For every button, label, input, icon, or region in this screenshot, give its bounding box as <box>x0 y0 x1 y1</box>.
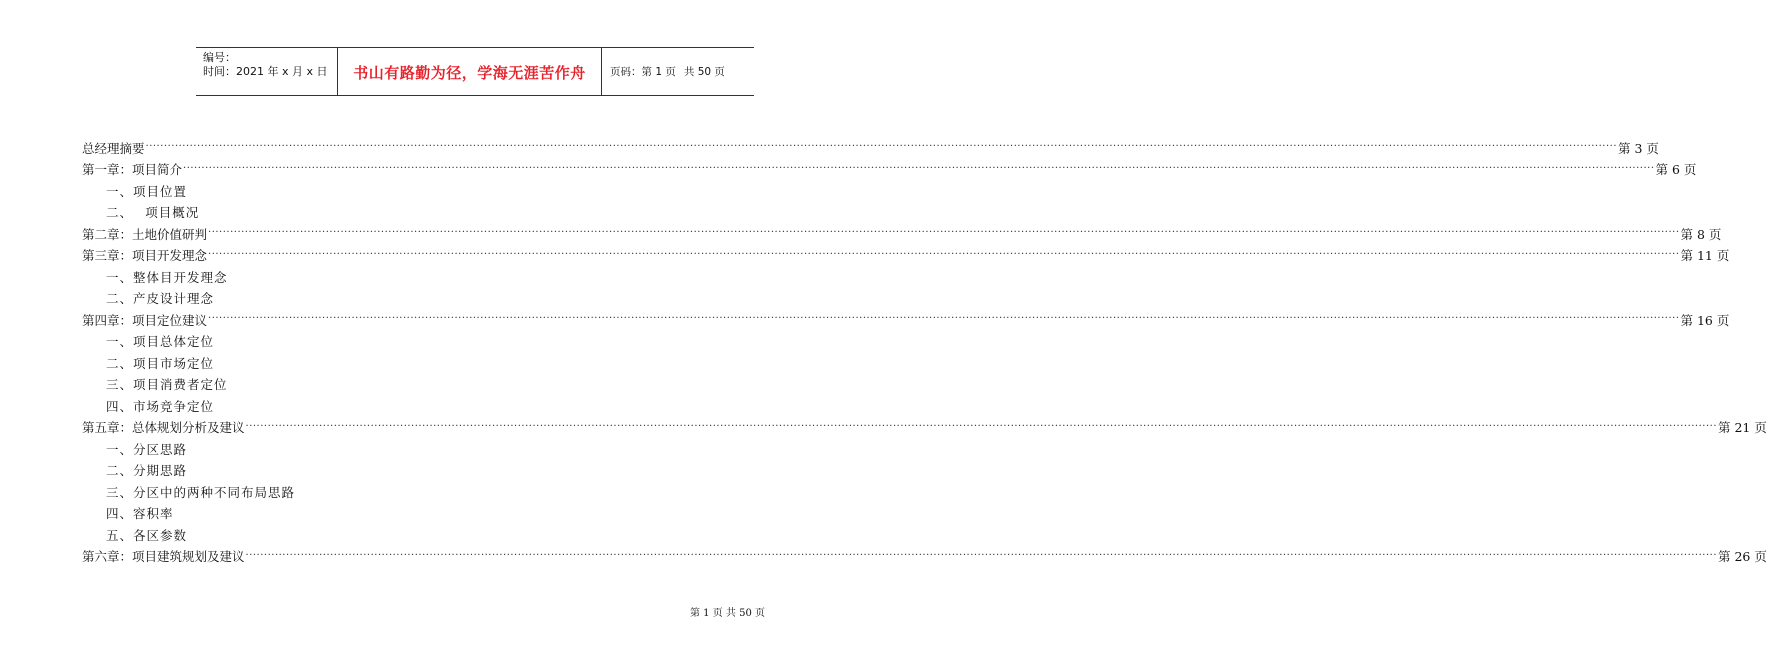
toc-section-entry[interactable] <box>82 481 845 503</box>
toc-section-entry[interactable] <box>82 438 845 460</box>
toc-entry-title: 二、分期思路 <box>106 463 188 479</box>
toc-chapter-entry[interactable] <box>82 546 1767 568</box>
toc-entry-title: 第五章：总体规划分析及建议 <box>82 420 245 436</box>
table-of-contents <box>82 137 1767 567</box>
toc-entry-title: 第二章：土地价值研判 <box>82 226 208 242</box>
toc-chapter-entry[interactable] <box>82 245 1730 267</box>
toc-entry-title: 五、各区参数 <box>106 527 188 543</box>
dot-leader: ················································································································································································································································································································································································································ <box>145 141 1617 153</box>
page-footer: 第 1 页 共 50 页 <box>690 608 765 619</box>
toc-section-entry[interactable] <box>82 395 845 417</box>
serial-number-label: 编号： <box>203 51 236 64</box>
toc-entry-title: 第一章：项目简介 <box>82 162 183 178</box>
total-pages-label: 共 50 页 <box>683 66 725 78</box>
toc-entry-title: 一、分区思路 <box>106 441 188 457</box>
page-number-label: 页码：第 1 页 <box>610 66 676 78</box>
dot-leader: ················································································································································································································································································································································································································ <box>245 549 1717 561</box>
toc-entry-page: 第 26 页 <box>1718 549 1767 565</box>
dot-leader: ················································································································································································································································································································································································································ <box>245 420 1717 432</box>
toc-chapter-entry[interactable] <box>82 159 1697 181</box>
motto-text: 书山有路勤为径，学海无涯苦作舟 <box>353 64 586 82</box>
toc-entry-title: 一、项目总体定位 <box>106 334 215 350</box>
toc-entry-title: 四、市场竞争定位 <box>106 398 215 414</box>
toc-section-entry[interactable] <box>82 374 845 396</box>
toc-section-entry[interactable] <box>82 266 845 288</box>
toc-chapter-entry[interactable] <box>82 309 1730 331</box>
toc-chapter-entry[interactable] <box>82 417 1767 439</box>
toc-entry-title: 第三章：项目开发理念 <box>82 248 208 264</box>
toc-entry-page: 第 21 页 <box>1718 420 1767 436</box>
toc-entry-title: 四、容积率 <box>106 506 174 522</box>
toc-chapter-entry[interactable] <box>82 223 1722 245</box>
date-label: 时间：2021 年 x 月 x 日 <box>203 65 328 78</box>
toc-chapter-entry[interactable] <box>82 137 1659 159</box>
toc-entry-title: 三、项目消费者定位 <box>106 377 228 393</box>
toc-section-entry[interactable] <box>82 503 845 525</box>
toc-entry-page: 第 16 页 <box>1680 312 1730 328</box>
document-header <box>196 47 754 96</box>
toc-section-entry[interactable] <box>82 180 845 202</box>
toc-section-entry[interactable] <box>82 288 845 310</box>
toc-section-entry[interactable] <box>82 202 845 224</box>
toc-entry-title: 二、产皮设计理念 <box>106 291 215 307</box>
dot-leader: ················································································································································································································································································································································································································ <box>183 162 1655 174</box>
toc-entry-title: 一、项目位置 <box>106 183 188 199</box>
toc-entry-title: 第六章：项目建筑规划及建议 <box>82 549 245 565</box>
dot-leader: ················································································································································································································································································································································································································ <box>208 248 1680 260</box>
header-meta-cell <box>196 48 338 95</box>
toc-entry-title: 总经理摘要 <box>82 140 145 156</box>
dot-leader: ················································································································································································································································································································································································································ <box>208 313 1680 325</box>
toc-entry-page: 第 3 页 <box>1618 140 1659 156</box>
toc-entry-page: 第 8 页 <box>1680 226 1722 242</box>
toc-entry-title: 二、项目市场定位 <box>106 355 215 371</box>
toc-entry-title: 三、分区中的两种不同布局思路 <box>106 484 296 500</box>
toc-entry-page: 第 11 页 <box>1680 248 1730 264</box>
dot-leader: ················································································································································································································································································································································································································ <box>208 227 1680 239</box>
header-page-cell <box>602 48 754 95</box>
toc-entry-title: 二、 项目概况 <box>106 205 200 221</box>
toc-section-entry[interactable] <box>82 524 845 546</box>
toc-section-entry[interactable] <box>82 352 845 374</box>
header-motto-cell <box>338 48 602 95</box>
toc-entry-page: 第 6 页 <box>1655 162 1697 178</box>
toc-section-entry[interactable] <box>82 331 845 353</box>
toc-entry-title: 一、整体目开发理念 <box>106 269 228 285</box>
toc-section-entry[interactable] <box>82 460 845 482</box>
toc-entry-title: 第四章：项目定位建议 <box>82 312 208 328</box>
